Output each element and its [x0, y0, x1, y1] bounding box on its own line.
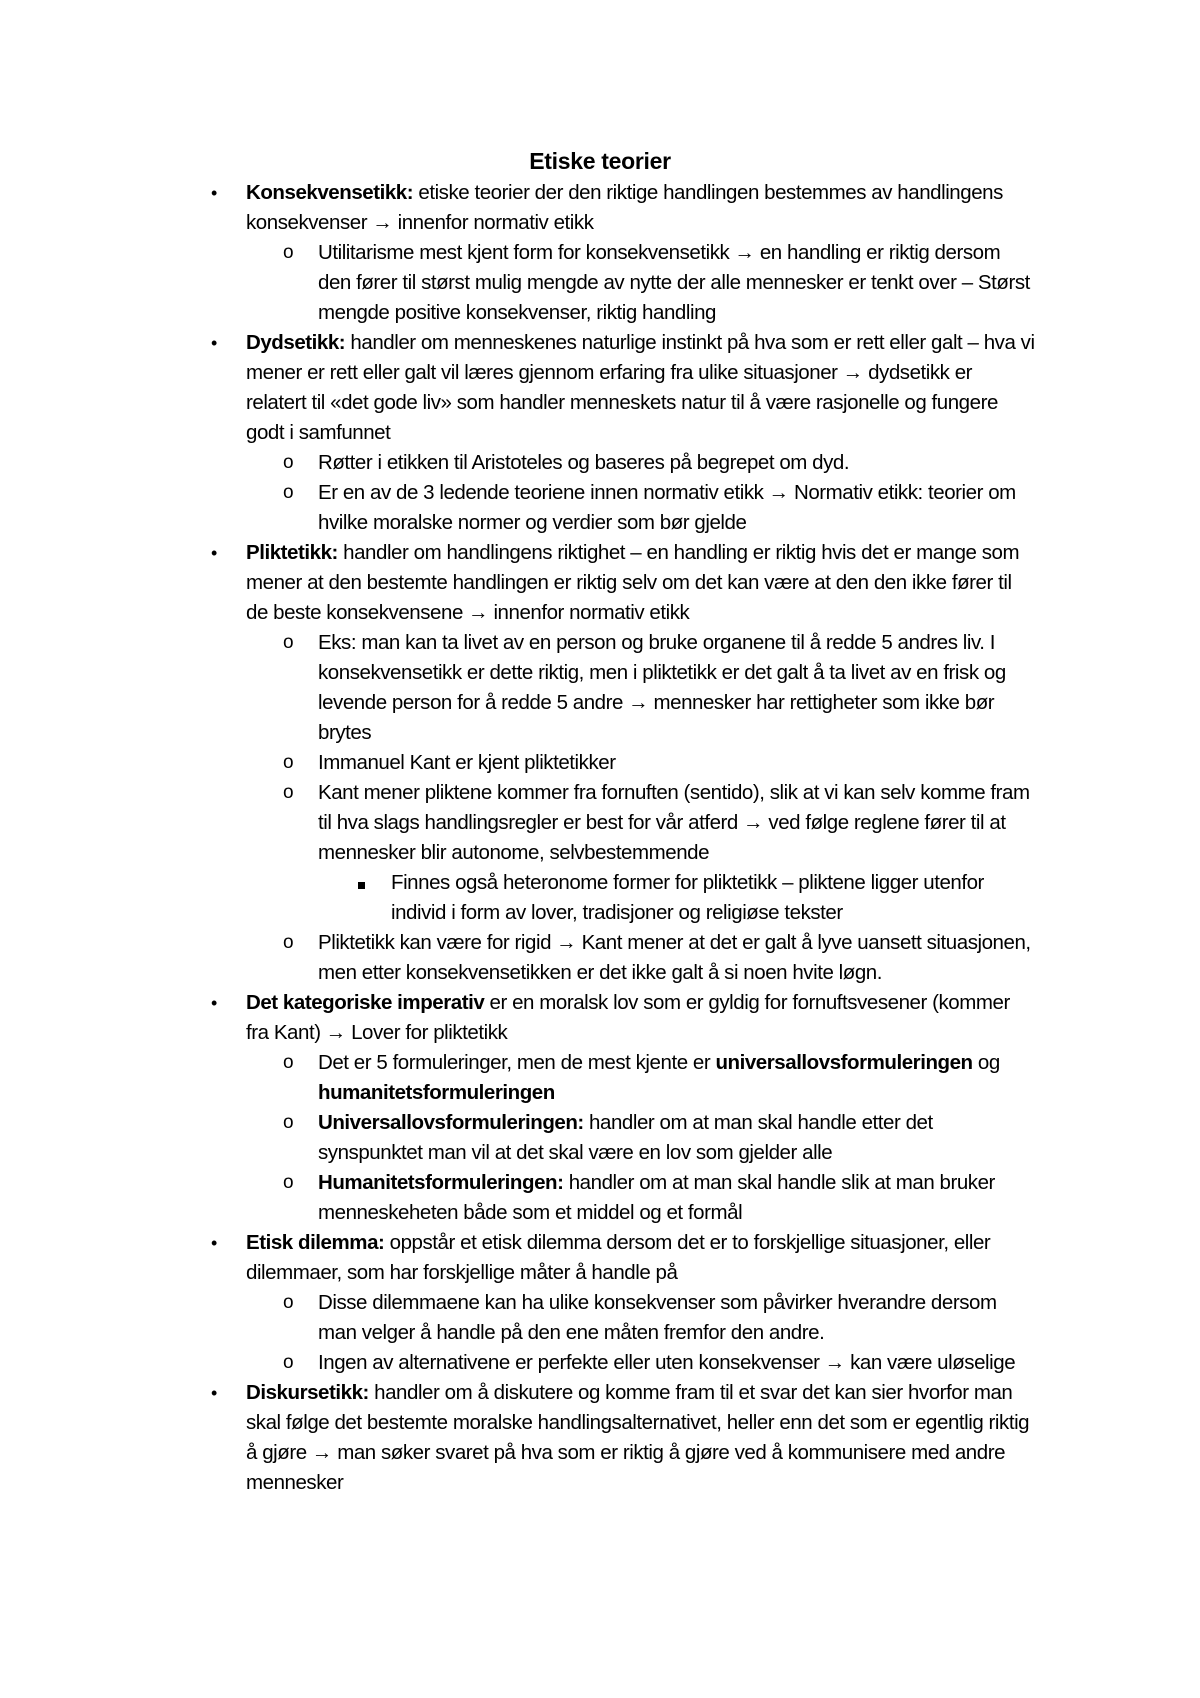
list-item-level-2 — [0, 1288, 1036, 1348]
bullet-circle-icon: o — [283, 1292, 294, 1313]
item-text: er en moralsk lov som er gyldig for fornuftsvesener (kommer fra Kant) → Lover for pliktetikk — [246, 991, 1010, 1044]
bullet-circle-icon: o — [283, 1052, 294, 1073]
list-item-level-2 — [0, 1168, 1036, 1228]
bullet-dot-icon: • — [211, 543, 217, 563]
term-label: Humanitetsformuleringen: — [318, 1171, 564, 1194]
bullet-circle-icon: o — [283, 1172, 294, 1193]
list-item-level-2 — [0, 478, 1036, 538]
list-item-level-1 — [0, 988, 1036, 1048]
item-text: handler om at man skal handle slik at man bruker menneskeheten både som et middel og et formål — [318, 1171, 995, 1224]
item-text: Ingen av alternativene er perfekte eller uten konsekvenser → kan være uløselige — [318, 1351, 1016, 1374]
bullet-circle-icon: o — [283, 752, 294, 773]
list-item-level-2 — [0, 448, 1036, 478]
term-label: Diskursetikk: — [246, 1381, 369, 1404]
item-text: Finnes også heteronome former for pliktetikk – pliktene ligger utenfor individ i form av lover, tradisjoner og religiøse tekster — [391, 871, 984, 924]
term-label: Pliktetikk: — [246, 541, 338, 564]
bullet-square-icon — [358, 868, 365, 898]
list-item-level-2 — [0, 1108, 1036, 1168]
item-text: Røtter i etikken til Aristoteles og baseres på begrepet om dyd. — [318, 451, 850, 474]
bullet-circle-icon: o — [283, 1112, 294, 1133]
item-text: Er en av de 3 ledende teoriene innen normativ etikk → Normativ etikk: teorier om hvilke moralske normer og verdier som bør gjelde — [318, 481, 1016, 534]
term-label: Det kategoriske imperativ — [246, 991, 485, 1014]
bullet-circle-icon: o — [283, 632, 294, 653]
item-text: Det er 5 formuleringer, men de mest kjente er — [318, 1051, 716, 1074]
bullet-dot-icon: • — [211, 1383, 217, 1403]
list-item-level-1 — [0, 178, 1036, 238]
item-text: Eks: man kan ta livet av en person og bruke organene til å redde 5 andres liv. I konsekvensetikk er dette riktig, men i pliktetikk er det galt å ta livet av en frisk og levende person for å redde 5 andre → mennesker har rettigheter som ikke bør brytes — [318, 631, 1006, 744]
list-item-level-2 — [0, 238, 1036, 328]
bullet-dot-icon: • — [211, 183, 217, 203]
list-item-level-2 — [0, 1348, 1036, 1378]
item-text: handler om å diskutere og komme fram til et svar det kan sier hvorfor man skal følge det bestemte moralske handlingsalternativet, heller enn det som er egentlig riktig å gjøre → man søker svaret på hva som er riktig å gjøre ved å kommunisere med andre mennesker — [246, 1381, 1030, 1494]
bullet-circle-icon: o — [283, 1352, 294, 1373]
item-text: handler om at man skal handle etter det synspunktet man vil at det skal være en lov som gjelder alle — [318, 1111, 933, 1164]
bullet-circle-icon: o — [283, 242, 294, 263]
item-text: og — [972, 1051, 1000, 1074]
item-text: Kant mener pliktene kommer fra fornuften (sentido), slik at vi kan selv komme fram til hva slags handlingsregler er best for vår atferd → ved følge reglene fører til at mennesker blir autonome, selvbestemmende — [318, 781, 1030, 864]
term-label: Konsekvensetikk: — [246, 181, 414, 204]
item-text: handler om handlingens riktighet – en handling er riktig hvis det er mange som mener at den bestemte handlingen er riktig selv om det kan være at den den ikke fører til de beste konsekvensene → innenfor normativ etikk — [246, 541, 1020, 624]
term-label: Dydsetikk: — [246, 331, 346, 354]
bullet-dot-icon: • — [211, 333, 217, 353]
term-label: humanitetsformuleringen — [318, 1081, 555, 1104]
item-text: Immanuel Kant er kjent pliktetikker — [318, 751, 616, 774]
list-item-level-3 — [0, 868, 1036, 928]
bullet-circle-icon: o — [283, 932, 294, 953]
bullet-circle-icon: o — [283, 452, 294, 473]
term-label: Universallovsformuleringen: — [318, 1111, 584, 1134]
item-text: etiske teorier der den riktige handlingen bestemmes av handlingens konsekvenser → innenfor normativ etikk — [246, 181, 1003, 234]
bullet-circle-icon: o — [283, 482, 294, 503]
item-text: Utilitarisme mest kjent form for konsekvensetikk → en handling er riktig dersom den fører til størst mulig mengde av nytte der alle mennesker er tenkt over – Størst mengde positive konsekvenser, riktig handling — [318, 241, 1030, 324]
term-label: Etisk dilemma: — [246, 1231, 385, 1254]
item-text: handler om menneskenes naturlige instinkt på hva som er rett eller galt – hva vi mener er rett eller galt vil læres gjennom erfaring fra ulike situasjoner → dydsetikk er relatert til «det gode liv» som handler menneskets natur til å være rasjonelle og fungere godt i samfunnet — [246, 331, 1035, 444]
bullet-dot-icon: • — [211, 993, 217, 1013]
list-item-level-2 — [0, 1048, 1036, 1108]
bullet-circle-icon: o — [283, 782, 294, 803]
item-text: Disse dilemmaene kan ha ulike konsekvenser som påvirker hverandre dersom man velger å handle på den ene måten fremfor den andre. — [318, 1291, 997, 1344]
list-item-level-2 — [0, 628, 1036, 748]
list-item-level-2 — [0, 778, 1036, 868]
list-item-level-1 — [0, 328, 1036, 448]
page-title: Etiske teorier — [529, 148, 671, 174]
list-item-level-2 — [0, 928, 1036, 988]
bullet-list — [0, 178, 1200, 1498]
list-item-level-1 — [0, 538, 1036, 628]
term-label: universallovsformuleringen — [715, 1051, 973, 1074]
bullet-dot-icon: • — [211, 1233, 217, 1253]
list-item-level-1 — [0, 1228, 1036, 1288]
list-item-level-1 — [0, 1378, 1036, 1498]
item-text: Pliktetikk kan være for rigid → Kant mener at det er galt å lyve uansett situasjonen, men etter konsekvensetikken er det ikke galt å si noen hvite løgn. — [318, 931, 1031, 984]
item-text: oppstår et etisk dilemma dersom det er to forskjellige situasjoner, eller dilemmaer, som har forskjellige måter å handle på — [246, 1231, 991, 1284]
list-item-level-2 — [0, 748, 1036, 778]
